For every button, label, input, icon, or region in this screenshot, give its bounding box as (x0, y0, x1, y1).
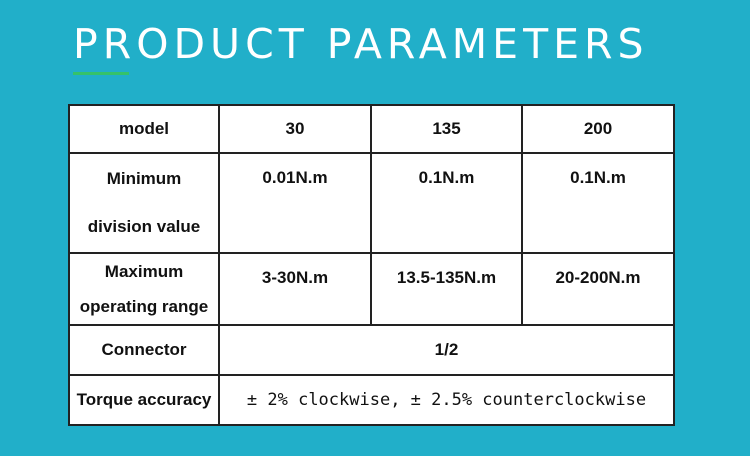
table-row-connector (69, 325, 674, 375)
table-row-max-range (69, 253, 674, 325)
min-division-label (69, 153, 219, 253)
max-range-value-3: 20-200N.m (522, 253, 674, 325)
table-row-torque-accuracy (69, 375, 674, 425)
torque-accuracy-label: Torque accuracy (69, 375, 219, 425)
min-division-value-1: 0.01N.m (219, 153, 371, 253)
min-division-label-line1: Minimum (106, 169, 182, 188)
min-division-value-3: 0.1N.m (522, 153, 674, 253)
max-range-value-2: 13.5-135N.m (371, 253, 522, 325)
max-range-label (69, 253, 219, 325)
connector-value: 1/2 (219, 325, 674, 375)
title-underline (73, 72, 129, 75)
model-value-3: 200 (522, 105, 674, 153)
model-value-2: 135 (371, 105, 522, 153)
torque-accuracy-value: ± 2% clockwise, ± 2.5% counterclockwise (219, 375, 674, 425)
max-range-label-line1: Maximum (104, 262, 184, 281)
max-range-value-1: 3-30N.m (219, 253, 371, 325)
model-label: model (69, 105, 219, 153)
max-range-label-line2: operating range (79, 297, 209, 316)
page-title: PRODUCT PARAMETERS (73, 20, 649, 68)
model-value-1: 30 (219, 105, 371, 153)
connector-label: Connector (69, 325, 219, 375)
table-row-model (69, 105, 674, 153)
min-division-value-2: 0.1N.m (371, 153, 522, 253)
table-row-min-division (69, 153, 674, 253)
parameters-table (68, 104, 675, 426)
min-division-label-line2: division value (87, 217, 201, 236)
